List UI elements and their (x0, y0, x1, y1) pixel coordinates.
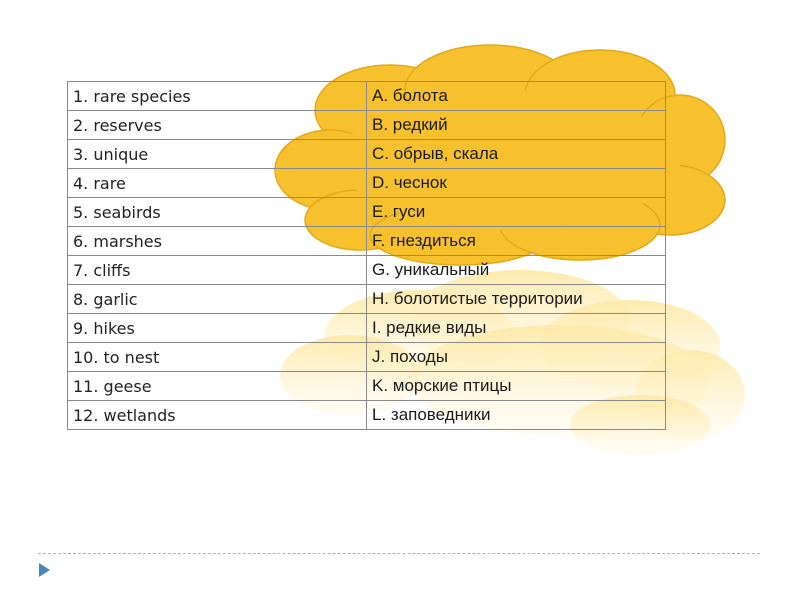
table-row (68, 401, 666, 430)
table-row (68, 140, 666, 169)
russian-translation-cell: F. гнездиться (367, 227, 666, 256)
russian-translation-cell: L. заповедники (367, 401, 666, 430)
russian-translation-cell: H. болотистые территории (367, 285, 666, 314)
russian-translation-cell: I. редкие виды (367, 314, 666, 343)
english-term-cell: 2. reserves (68, 111, 367, 140)
table-row (68, 256, 666, 285)
table-row (68, 285, 666, 314)
russian-translation-cell: C. обрыв, скала (367, 140, 666, 169)
english-term-cell: 12. wetlands (68, 401, 367, 430)
table-row (68, 372, 666, 401)
english-term-cell: 6. marshes (68, 227, 367, 256)
table-row (68, 198, 666, 227)
table-row (68, 343, 666, 372)
table-row (68, 82, 666, 111)
russian-translation-cell: D. чеснок (367, 169, 666, 198)
vocabulary-table (67, 81, 666, 430)
table-row (68, 169, 666, 198)
table-row (68, 227, 666, 256)
russian-translation-cell: G. уникальный (367, 256, 666, 285)
russian-translation-cell: K. морские птицы (367, 372, 666, 401)
russian-translation-cell: J. походы (367, 343, 666, 372)
english-term-cell: 8. garlic (68, 285, 367, 314)
russian-translation-cell: B. редкий (367, 111, 666, 140)
footer-divider (38, 553, 760, 554)
english-term-cell: 3. unique (68, 140, 367, 169)
english-term-cell: 5. seabirds (68, 198, 367, 227)
english-term-cell: 1. rare species (68, 82, 367, 111)
english-term-cell: 4. rare (68, 169, 367, 198)
english-term-cell: 9. hikes (68, 314, 367, 343)
russian-translation-cell: A. болота (367, 82, 666, 111)
english-term-cell: 10. to nest (68, 343, 367, 372)
english-term-cell: 11. geese (68, 372, 367, 401)
triangle-right-icon[interactable] (39, 563, 50, 577)
english-term-cell: 7. cliffs (68, 256, 367, 285)
russian-translation-cell: E. гуси (367, 198, 666, 227)
table-row (68, 314, 666, 343)
table-row (68, 111, 666, 140)
vocabulary-table-body (68, 82, 666, 430)
